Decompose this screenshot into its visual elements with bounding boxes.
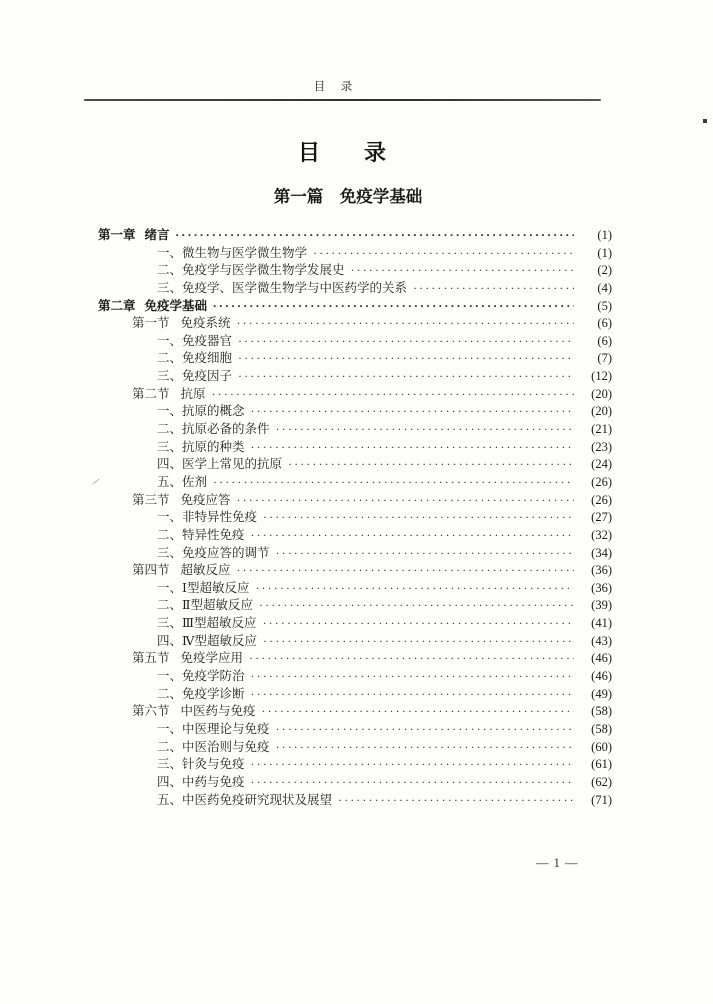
toc-entry-title: 四、中药与免疫 bbox=[157, 774, 245, 789]
toc-row bbox=[84, 350, 612, 368]
toc-entry-title: 绪言 bbox=[144, 228, 170, 242]
toc-entry-page-number: (32) bbox=[591, 527, 612, 542]
toc-entry-title: 三、抗原的种类 bbox=[157, 439, 245, 454]
toc-entry-page-number: (58) bbox=[591, 721, 612, 736]
toc-row bbox=[84, 739, 612, 757]
dot-leader bbox=[407, 280, 574, 298]
toc-entry-page-number: (27) bbox=[591, 510, 612, 525]
toc-entry-title: 一、中医理论与免疫 bbox=[157, 721, 270, 736]
toc-row bbox=[84, 333, 612, 351]
dot-leader bbox=[270, 545, 574, 563]
dot-leader bbox=[245, 439, 574, 457]
toc-row bbox=[84, 421, 612, 439]
toc-row bbox=[84, 615, 612, 633]
toc-entry-page-number: (1) bbox=[597, 245, 612, 260]
toc-entry-page-number: (12) bbox=[591, 369, 612, 384]
dot-leader bbox=[245, 403, 574, 421]
toc-row bbox=[84, 474, 612, 492]
toc-entry-title: 五、中医药免疫研究现状及展望 bbox=[157, 792, 333, 807]
dot-leader bbox=[257, 633, 574, 651]
toc-entry-page-number: (71) bbox=[591, 792, 612, 807]
dot-leader bbox=[207, 474, 574, 492]
dot-leader bbox=[332, 792, 574, 810]
dot-leader bbox=[270, 721, 574, 739]
toc-row bbox=[84, 456, 612, 474]
toc-entry-page-number: (26) bbox=[591, 474, 612, 489]
toc-entry-page-number: (36) bbox=[591, 580, 612, 595]
toc-entry-title: 四、Ⅳ型超敏反应 bbox=[157, 633, 257, 648]
toc-entry-page-number: (46) bbox=[591, 651, 612, 666]
toc-entry-page-number: (20) bbox=[591, 386, 612, 401]
toc-row bbox=[84, 703, 612, 721]
toc-entry-title: 抗原 bbox=[180, 386, 206, 401]
toc-entry-page-number: (61) bbox=[591, 757, 612, 772]
dot-leader bbox=[249, 580, 574, 598]
toc-entry-title: 中医药与免疫 bbox=[180, 704, 256, 719]
toc-entry-title: 三、免疫学、医学微生物学与中医药学的关系 bbox=[157, 280, 408, 295]
toc-row bbox=[84, 298, 612, 316]
toc-entry-page-number: (41) bbox=[591, 616, 612, 631]
toc-row bbox=[84, 492, 612, 510]
dot-leader bbox=[245, 686, 574, 704]
dot-leader bbox=[245, 527, 574, 545]
toc-row bbox=[84, 315, 612, 333]
toc-entry-label: 第三节 bbox=[132, 492, 170, 507]
toc-entry-page-number: (49) bbox=[591, 686, 612, 701]
toc-entry-title: 三、免疫应答的调节 bbox=[157, 545, 270, 560]
toc-entry-page-number: (7) bbox=[597, 351, 612, 366]
toc-entry-title: 一、抗原的概念 bbox=[157, 404, 245, 419]
toc-row bbox=[84, 509, 612, 527]
toc-entry-title: 四、医学上常见的抗原 bbox=[157, 457, 283, 472]
dot-leader bbox=[245, 668, 574, 686]
toc-entry-page-number: (6) bbox=[597, 333, 612, 348]
toc-row bbox=[84, 227, 612, 245]
toc-row bbox=[84, 721, 612, 739]
scan-artifact-speck bbox=[703, 119, 707, 123]
toc-entry-page-number: (60) bbox=[591, 739, 612, 754]
toc-entry-label: 第六节 bbox=[132, 704, 170, 719]
toc-entry-title: 一、微生物与医学微生物学 bbox=[157, 245, 308, 260]
running-header: 目 录 bbox=[313, 81, 355, 93]
toc-entry-title: 二、免疫学诊断 bbox=[157, 686, 245, 701]
toc-entry-title: 二、中医治则与免疫 bbox=[157, 739, 270, 754]
dot-leader bbox=[257, 615, 574, 633]
dot-leader bbox=[170, 227, 574, 245]
dot-leader bbox=[270, 421, 574, 439]
toc-entry-label: 第五节 bbox=[132, 651, 170, 666]
toc-entry-title: 二、抗原必备的条件 bbox=[157, 422, 270, 437]
toc-row bbox=[84, 633, 612, 651]
toc-entry-title: 一、免疫学防治 bbox=[157, 669, 245, 684]
toc-row bbox=[84, 245, 612, 263]
toc-entry-title: 超敏反应 bbox=[180, 563, 231, 578]
toc-entry-page-number: (43) bbox=[591, 633, 612, 648]
dot-leader bbox=[206, 386, 574, 404]
dot-leader bbox=[253, 597, 574, 615]
dot-leader bbox=[270, 739, 574, 757]
toc-row bbox=[84, 439, 612, 457]
part-heading: 第一篇 免疫学基础 bbox=[273, 188, 423, 206]
toc-entry-page-number: (34) bbox=[591, 545, 612, 560]
dot-leader bbox=[207, 298, 574, 316]
toc-entry-page-number: (21) bbox=[591, 422, 612, 437]
toc-row bbox=[84, 403, 612, 421]
toc-entry-page-number: (26) bbox=[591, 492, 612, 507]
toc-entry-page-number: (20) bbox=[591, 404, 612, 419]
toc-row bbox=[84, 368, 612, 386]
toc-row bbox=[84, 597, 612, 615]
toc-entry-page-number: (5) bbox=[597, 298, 612, 313]
dot-leader bbox=[231, 492, 574, 510]
toc-row bbox=[84, 774, 612, 792]
toc-entry-title: 三、免疫因子 bbox=[157, 369, 233, 384]
toc-entry-title: 二、免疫细胞 bbox=[157, 351, 233, 366]
toc-entry-page-number: (4) bbox=[597, 280, 612, 295]
dot-leader bbox=[245, 774, 574, 792]
toc-entry-title: 免疫学应用 bbox=[180, 651, 244, 666]
toc-entry-label: 第一章 bbox=[98, 228, 136, 242]
toc-row bbox=[84, 262, 612, 280]
toc-row bbox=[84, 792, 612, 810]
toc-entry-page-number: (1) bbox=[597, 228, 612, 242]
dot-leader bbox=[257, 509, 574, 527]
dot-leader bbox=[232, 333, 574, 351]
dot-leader bbox=[243, 650, 574, 668]
toc-entry-label: 第四节 bbox=[132, 563, 170, 578]
dot-leader bbox=[245, 756, 574, 774]
toc-entry-title: 免疫学基础 bbox=[144, 298, 208, 313]
page-title: 目 录 bbox=[297, 140, 386, 165]
toc-entry-page-number: (46) bbox=[591, 669, 612, 684]
toc-list bbox=[84, 227, 612, 809]
toc-entry-page-number: (62) bbox=[591, 774, 612, 789]
toc-entry-title: 二、特异性免疫 bbox=[157, 527, 245, 542]
toc-entry-page-number: (36) bbox=[591, 563, 612, 578]
toc-entry-title: 五、佐剂 bbox=[157, 474, 208, 489]
toc-entry-label: 第一节 bbox=[132, 316, 170, 331]
header-rule bbox=[84, 99, 601, 101]
dot-leader bbox=[282, 456, 574, 474]
dot-leader bbox=[232, 368, 574, 386]
dot-leader bbox=[231, 562, 574, 580]
toc-entry-page-number: (2) bbox=[597, 263, 612, 278]
toc-row bbox=[84, 650, 612, 668]
dot-leader bbox=[232, 350, 574, 368]
toc-entry-page-number: (24) bbox=[591, 457, 612, 472]
toc-entry-title: 免疫应答 bbox=[180, 492, 231, 507]
toc-entry-page-number: (23) bbox=[591, 439, 612, 454]
toc-row bbox=[84, 686, 612, 704]
toc-row bbox=[84, 280, 612, 298]
dot-leader bbox=[307, 245, 574, 263]
toc-row bbox=[84, 386, 612, 404]
toc-entry-title: 二、免疫学与医学微生物学发展史 bbox=[157, 263, 345, 278]
toc-entry-title: 免疫系统 bbox=[180, 316, 231, 331]
dot-leader bbox=[231, 315, 574, 333]
footer-page-number: — 1 — bbox=[536, 856, 579, 870]
toc-entry-page-number: (6) bbox=[597, 316, 612, 331]
toc-entry-title: 二、Ⅱ型超敏反应 bbox=[157, 598, 253, 613]
toc-entry-title: 一、非特异性免疫 bbox=[157, 510, 258, 525]
toc-entry-page-number: (58) bbox=[591, 704, 612, 719]
dot-leader bbox=[256, 703, 574, 721]
toc-entry-title: 三、Ⅲ型超敏反应 bbox=[157, 616, 257, 631]
toc-row bbox=[84, 562, 612, 580]
toc-entry-title: 三、针灸与免疫 bbox=[157, 757, 245, 772]
dot-leader bbox=[345, 262, 574, 280]
toc-row bbox=[84, 668, 612, 686]
toc-row bbox=[84, 580, 612, 598]
toc-entry-page-number: (39) bbox=[591, 598, 612, 613]
toc-row bbox=[84, 756, 612, 774]
toc-row bbox=[84, 527, 612, 545]
toc-entry-title: 一、Ⅰ型超敏反应 bbox=[157, 580, 250, 595]
toc-row bbox=[84, 545, 612, 563]
toc-entry-label: 第二节 bbox=[132, 386, 170, 401]
toc-entry-label: 第二章 bbox=[98, 298, 136, 313]
toc-entry-title: 一、免疫器官 bbox=[157, 333, 233, 348]
